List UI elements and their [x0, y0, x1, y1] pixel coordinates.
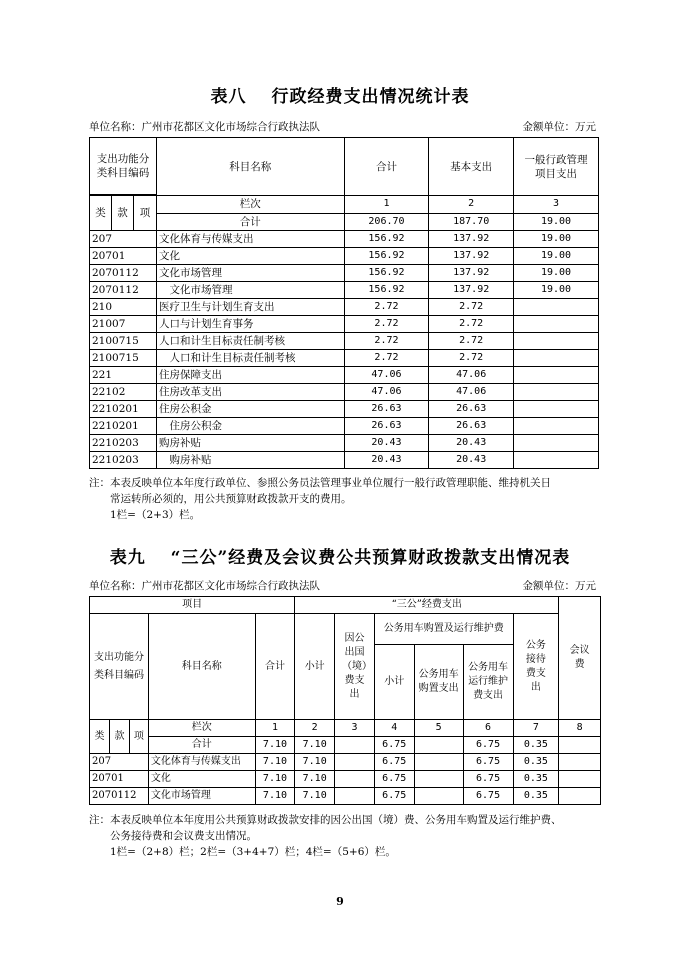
t9-row-name: 文化市场管理 [148, 788, 255, 805]
t8-row-name: 文化 [156, 248, 344, 265]
t8-row-basic: 137.92 [429, 265, 514, 282]
t8-row-code: 2210203 [90, 452, 157, 469]
t9-sum-1: 7.10 [255, 737, 295, 754]
t8-row-general [514, 452, 599, 469]
table-row [90, 435, 599, 452]
t8-row-total: 26.63 [344, 418, 429, 435]
t8-row-total: 156.92 [344, 282, 429, 299]
t9-row-val-2: 7.10 [295, 771, 335, 788]
t8-row-general: 19.00 [514, 265, 599, 282]
t8-row-general [514, 350, 599, 367]
table-row [90, 788, 601, 805]
t8-row-code: 20701 [90, 248, 157, 265]
t8-sum-general: 19.00 [514, 213, 599, 231]
t8-lanci-label: 栏次 [156, 196, 344, 214]
t8-row-name: 人口与计划生育事务 [156, 316, 344, 333]
t8-total-header: 合计 [344, 138, 429, 196]
t8-row-code: 2100715 [90, 350, 157, 367]
t8-row-code: 221 [90, 367, 157, 384]
t8-subject-header: 科目名称 [156, 138, 344, 196]
t8-row-name: 住房改革支出 [156, 384, 344, 401]
t8-row-basic: 137.92 [429, 282, 514, 299]
table9-unit-line [89, 578, 596, 593]
table8-unit-line [89, 119, 596, 134]
table-row [90, 265, 599, 282]
t9-row-val-8 [559, 771, 601, 788]
t9-row-code: 2070112 [90, 788, 149, 805]
table-row [90, 282, 599, 299]
t8-row-total: 156.92 [344, 231, 429, 248]
table8-note [89, 475, 599, 523]
t8-row-code: 21007 [90, 316, 157, 333]
t8-row-total: 2.72 [344, 350, 429, 367]
t8-row-general [514, 316, 599, 333]
t9-sum-3 [335, 737, 375, 754]
table-row [90, 248, 599, 265]
t9-row-val-5 [414, 754, 463, 771]
t8-col1: 1 [344, 196, 429, 214]
t8-row-general [514, 333, 599, 350]
t9-row-name: 文化体育与传媒支出 [148, 754, 255, 771]
t9-row-val-1: 7.10 [255, 754, 295, 771]
table9-note-line1: 注：本表反映单位本年度用公共预算财政拨款安排的因公出国（境）费、公务用车购置及运行维护费、 [89, 814, 562, 826]
table9 [89, 596, 601, 805]
table9-note [89, 812, 604, 860]
t8-row-general: 19.00 [514, 248, 599, 265]
t9-sum-label: 合计 [148, 737, 255, 754]
t8-row-general [514, 367, 599, 384]
t8-sum-total: 206.70 [344, 213, 429, 231]
t9-col-7: 7 [513, 720, 559, 737]
t9-col-2: 2 [295, 720, 335, 737]
t9-lei-header: 类 [90, 720, 110, 754]
table8-title: 表八 行政经费支出情况统计表 [210, 87, 470, 107]
t8-row-total: 26.63 [344, 401, 429, 418]
t8-row-total: 20.43 [344, 435, 429, 452]
t9-row-val-4: 6.75 [374, 771, 414, 788]
t8-row-name: 文化体育与传媒支出 [156, 231, 344, 248]
t8-row-basic: 20.43 [429, 452, 514, 469]
t8-row-basic: 26.63 [429, 418, 514, 435]
t9-row-name: 文化 [148, 771, 255, 788]
t8-row-total: 156.92 [344, 265, 429, 282]
t9-item-header: 项目 [90, 597, 295, 614]
t9-col-5: 5 [414, 720, 463, 737]
t8-row-general: 19.00 [514, 282, 599, 299]
t8-sum-label: 合计 [156, 213, 344, 231]
t9-row-val-6: 6.75 [463, 788, 513, 805]
t8-row-name: 购房补贴 [156, 452, 344, 469]
t9-row-val-1: 7.10 [255, 788, 295, 805]
t9-subtotal-header: 小计 [295, 614, 335, 720]
table-row [90, 231, 599, 248]
t9-sum-2: 7.10 [295, 737, 335, 754]
table-row [90, 299, 599, 316]
t9-sum-4: 6.75 [374, 737, 414, 754]
table9-unit-name: 单位名称：广州市花都区文化市场综合行政执法队 [89, 580, 320, 592]
t8-row-name: 文化市场管理 [156, 282, 344, 299]
t8-row-total: 156.92 [344, 248, 429, 265]
t9-meeting-header: 会议费 [559, 597, 601, 720]
t9-col-1: 1 [255, 720, 295, 737]
table-row [90, 333, 599, 350]
t8-row-general [514, 401, 599, 418]
t8-lei-header: 类 [90, 196, 112, 231]
t9-row-val-7: 0.35 [513, 771, 559, 788]
t9-row-code: 207 [90, 754, 149, 771]
t9-car-buy-header: 公务用车购置支出 [414, 645, 463, 720]
table9-title: 表九 “三公”经费及会议费公共预算财政拨款支出情况表 [109, 548, 571, 568]
table-row [90, 452, 599, 469]
t8-row-code: 2210203 [90, 435, 157, 452]
t9-row-val-3 [335, 788, 375, 805]
t8-row-general [514, 299, 599, 316]
t9-sum-8 [559, 737, 601, 754]
t8-row-basic: 26.63 [429, 401, 514, 418]
t8-row-basic: 2.72 [429, 316, 514, 333]
t8-row-basic: 137.92 [429, 231, 514, 248]
t9-lanci-label: 栏次 [148, 720, 255, 737]
t8-row-code: 207 [90, 231, 157, 248]
t9-sum-7: 0.35 [513, 737, 559, 754]
t9-col-8: 8 [559, 720, 601, 737]
t9-row-val-7: 0.35 [513, 754, 559, 771]
t9-row-val-4: 6.75 [374, 754, 414, 771]
table8-note-line1: 注：本表反映单位本年度行政单位、参照公务员法管理事业单位履行一般行政管理职能、维持机关日 [89, 477, 551, 489]
t8-row-name: 住房公积金 [156, 401, 344, 418]
t8-row-total: 20.43 [344, 452, 429, 469]
t9-row-val-6: 6.75 [463, 771, 513, 788]
t9-sum-6: 6.75 [463, 737, 513, 754]
t8-row-total: 47.06 [344, 367, 429, 384]
t8-row-name: 住房保障支出 [156, 367, 344, 384]
t8-general-header: 一般行政管理项目支出 [514, 138, 599, 196]
t8-func-code-header: 支出功能分类科目编码 [90, 138, 157, 195]
t8-row-name: 人口和计生目标责任制考核 [156, 350, 344, 367]
t9-reception-header: 公务接待费支出 [513, 614, 559, 720]
t9-row-code: 20701 [90, 771, 149, 788]
t8-row-name: 文化市场管理 [156, 265, 344, 282]
t8-row-basic: 2.72 [429, 333, 514, 350]
table8 [89, 137, 599, 469]
t9-row-val-5 [414, 771, 463, 788]
t8-xiang-header: 项 [133, 196, 156, 231]
table-row [90, 350, 599, 367]
t8-row-general [514, 384, 599, 401]
t9-car-header: 公务用车购置及运行维护费 [374, 614, 513, 645]
t8-row-basic: 47.06 [429, 384, 514, 401]
t8-basic-header: 基本支出 [429, 138, 514, 196]
table8-unit-name: 单位名称：广州市花都区文化市场综合行政执法队 [89, 121, 320, 133]
t8-row-name: 人口和计生目标责任制考核 [156, 333, 344, 350]
t9-kuan-header: 款 [109, 720, 129, 754]
t9-sum-5 [414, 737, 463, 754]
t8-row-code: 2210201 [90, 418, 157, 435]
table-row [90, 316, 599, 333]
t9-row-val-8 [559, 788, 601, 805]
t8-row-basic: 2.72 [429, 350, 514, 367]
t8-row-basic: 47.06 [429, 367, 514, 384]
t8-row-basic: 2.72 [429, 299, 514, 316]
t8-row-code: 2070112 [90, 282, 157, 299]
t8-row-code: 2210201 [90, 401, 157, 418]
t8-row-general [514, 418, 599, 435]
t8-row-code: 2100715 [90, 333, 157, 350]
t8-row-basic: 20.43 [429, 435, 514, 452]
table9-note-line2: 公务接待费和会议费支出情况。 [89, 830, 257, 842]
t9-row-val-2: 7.10 [295, 754, 335, 771]
t9-row-val-4: 6.75 [374, 788, 414, 805]
t9-abroad-header: 因公出国（境）费支出 [335, 614, 375, 720]
t8-row-total: 47.06 [344, 384, 429, 401]
t8-row-basic: 137.92 [429, 248, 514, 265]
t9-car-subtotal-header: 小计 [374, 645, 414, 720]
t9-row-val-5 [414, 788, 463, 805]
t8-sum-basic: 187.70 [429, 213, 514, 231]
page-number: 9 [336, 895, 344, 908]
t9-col-4: 4 [374, 720, 414, 737]
t9-car-run-header: 公务用车运行维护费支出 [463, 645, 513, 720]
t8-row-code: 2070112 [90, 265, 157, 282]
table8-amount-unit: 金额单位：万元 [522, 121, 596, 133]
table9-amount-unit: 金额单位：万元 [522, 580, 596, 592]
t8-row-name: 医疗卫生与计划生育支出 [156, 299, 344, 316]
t9-row-val-1: 7.10 [255, 771, 295, 788]
t9-col-3: 3 [335, 720, 375, 737]
t9-subject-header: 科目名称 [148, 614, 255, 720]
table8-note-line2: 常运转所必须的，用公共预算财政拨款开支的费用。 [89, 493, 352, 505]
t9-row-val-3 [335, 754, 375, 771]
t9-row-val-6: 6.75 [463, 754, 513, 771]
t8-row-total: 2.72 [344, 316, 429, 333]
t9-sangong-header: “三公”经费支出 [295, 597, 559, 614]
t9-total-header: 合计 [255, 614, 295, 720]
t8-row-general [514, 435, 599, 452]
t8-row-name: 住房公积金 [156, 418, 344, 435]
t8-col3: 3 [514, 196, 599, 214]
t8-row-total: 2.72 [344, 299, 429, 316]
t9-row-val-8 [559, 754, 601, 771]
t8-row-general: 19.00 [514, 231, 599, 248]
t8-row-code: 210 [90, 299, 157, 316]
table-row [90, 754, 601, 771]
t8-row-name: 购房补贴 [156, 435, 344, 452]
table-row [90, 367, 599, 384]
table-row [90, 401, 599, 418]
table-row [90, 384, 599, 401]
t9-xiang-header: 项 [129, 720, 148, 754]
t9-row-val-7: 0.35 [513, 788, 559, 805]
table-row [90, 771, 601, 788]
table-row [90, 418, 599, 435]
t9-col-6: 6 [463, 720, 513, 737]
t9-func-code-header: 支出功能分类科目编码 [90, 614, 149, 720]
t9-row-val-2: 7.10 [295, 788, 335, 805]
t8-kuan-header: 款 [111, 196, 133, 231]
t8-col2: 2 [429, 196, 514, 214]
t8-row-total: 2.72 [344, 333, 429, 350]
t9-row-val-3 [335, 771, 375, 788]
table9-note-line3: 1栏=（2+8）栏；2栏=（3+4+7）栏；4栏=（5+6）栏。 [89, 846, 396, 858]
table8-note-line3: 1栏=（2+3）栏。 [89, 509, 201, 521]
t8-row-code: 22102 [90, 384, 157, 401]
